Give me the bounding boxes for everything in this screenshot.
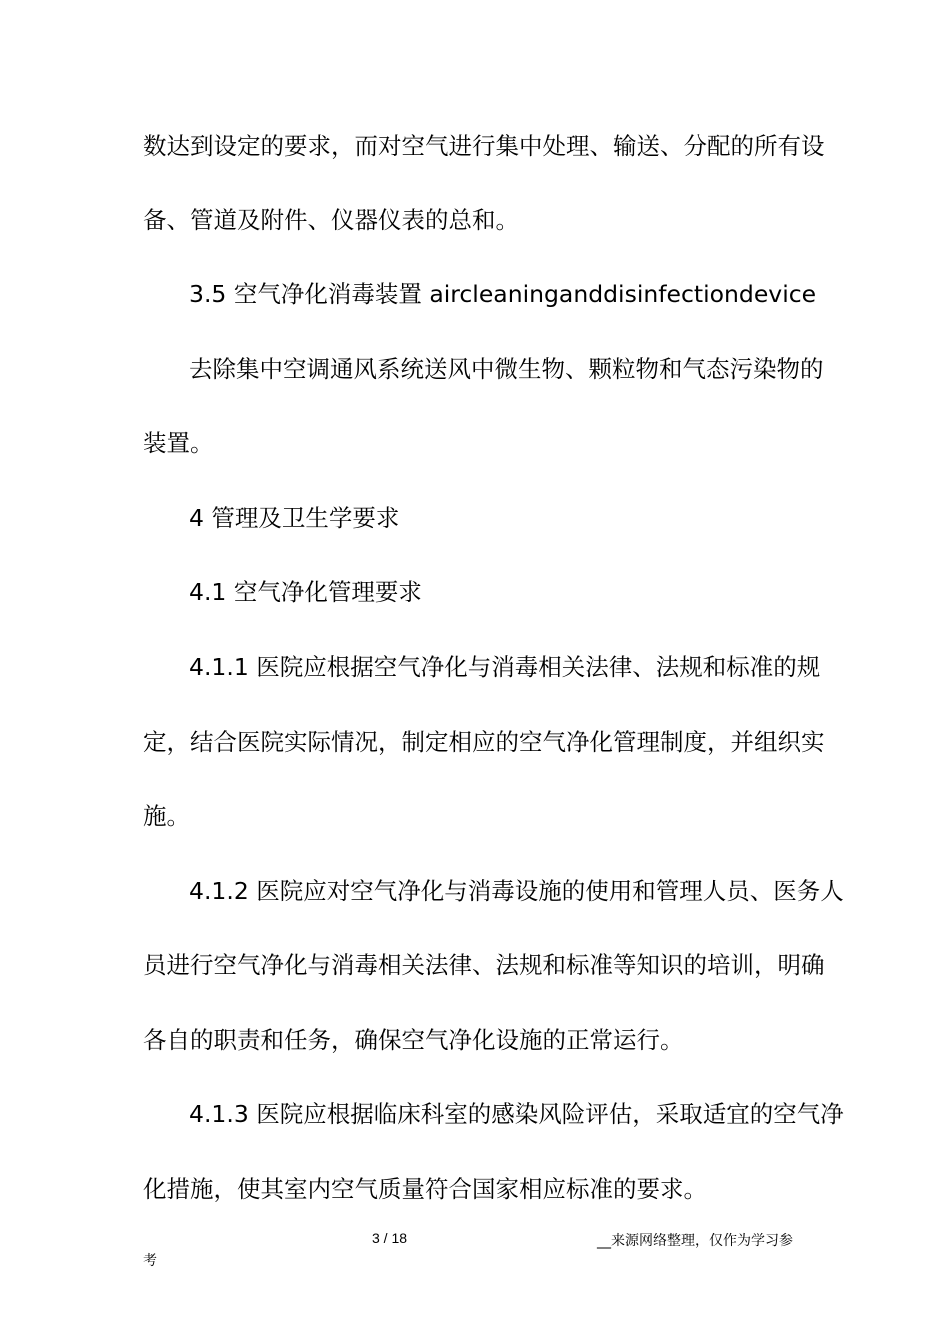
text-line: 数达到设定的要求，而对空气进行集中处理、输送、分配的所有设 [143,132,825,160]
source-note-continued: 考 [143,1253,157,1269]
text-line: 员进行空气净化与消毒相关法律、法规和标准等知识的培训，明确 [143,951,825,979]
text-line: 定，结合医院实际情况，制定相应的空气净化管理制度，并组织实 [143,728,825,756]
text-line: 化措施，使其室内空气质量符合国家相应标准的要求。 [143,1175,707,1203]
text-line: 4.1.1 医院应根据空气净化与消毒相关法律、法规和标准的规 [189,653,821,681]
text-line: 备、管道及附件、仪器仪表的总和。 [143,206,519,234]
text-line: 去除集中空调通风系统送风中微生物、颗粒物和气态污染物的 [189,355,824,383]
section-heading: 3.5 空气净化消毒装置 aircleaninganddisinfectiondevice [189,280,817,308]
page-number: 3 / 18 [372,1230,408,1246]
source-note: __来源网络整理，仅作为学习参 [597,1233,793,1249]
text-line: 4.1.2 医院应对空气净化与消毒设施的使用和管理人员、医务人 [189,877,844,905]
text-line: 4.1.3 医院应根据临床科室的感染风险评估，采取适宜的空气净 [189,1100,844,1128]
section-heading: 4 管理及卫生学要求 [189,504,400,532]
text-line: 装置。 [143,429,214,457]
section-heading: 4.1 空气净化管理要求 [189,578,422,606]
text-line: 各自的职责和任务，确保空气净化设施的正常运行。 [143,1026,684,1054]
text-line: 施。 [143,802,190,830]
